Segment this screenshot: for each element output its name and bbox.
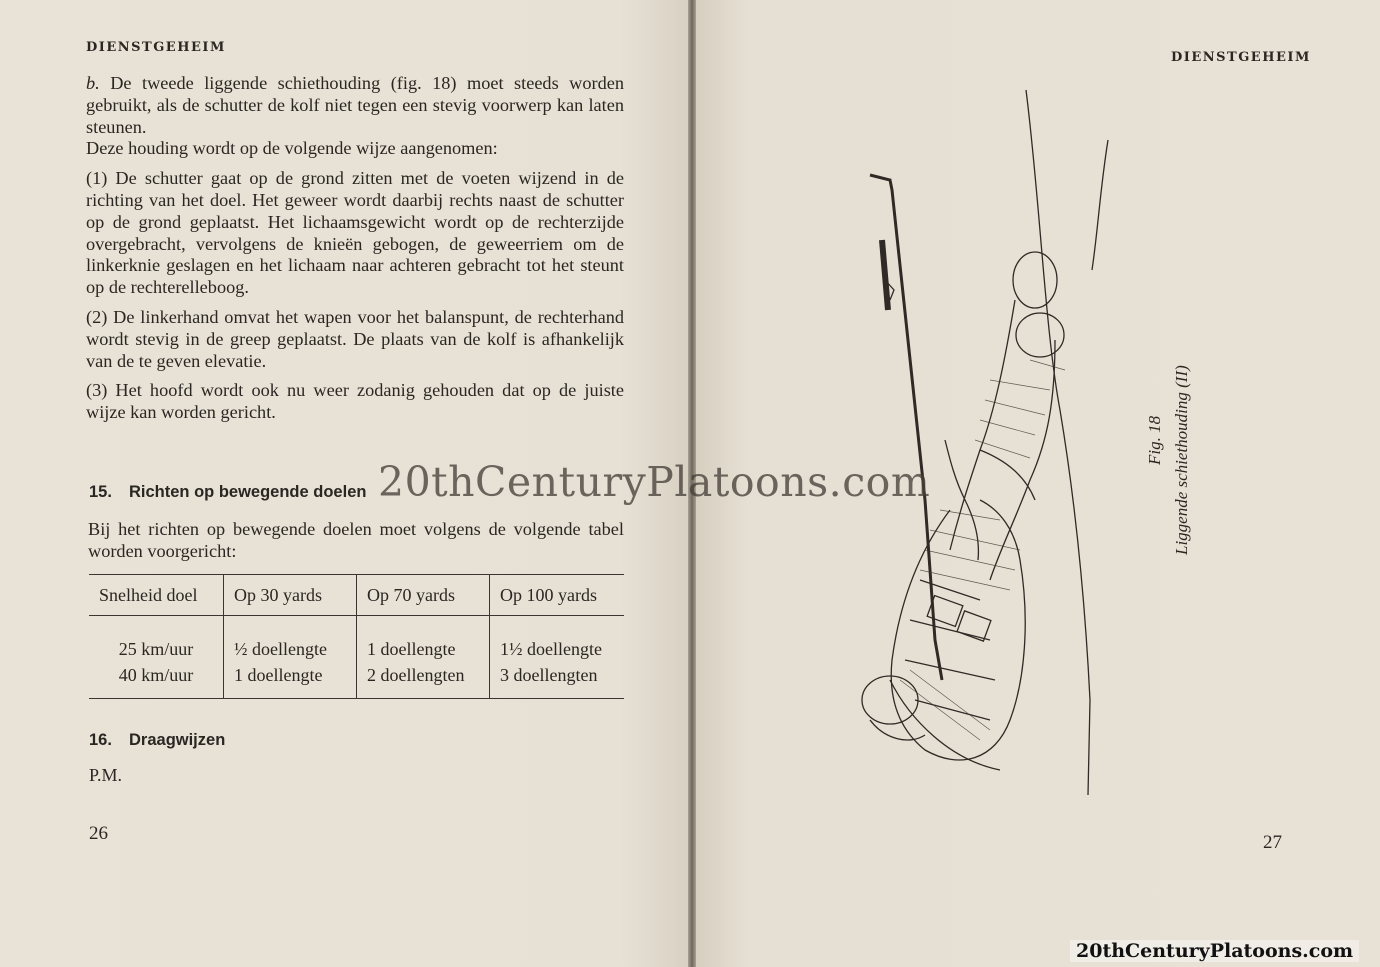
table-header: Op 30 yards — [224, 575, 357, 616]
paragraph-b — [86, 73, 624, 138]
paragraph-intro: Deze houding wordt op de volgende wijze aangenomen: — [86, 138, 498, 159]
paragraph-3: (3) Het hoofd wordt ook nu weer zodanig gehouden dat op de juiste wijze kan worden gericht. — [86, 380, 624, 423]
right-page-number: 27 — [1263, 832, 1282, 853]
table-header: Op 70 yards — [357, 575, 490, 616]
section-15-number: 15. — [89, 483, 112, 501]
table-cell: 3 doellengten — [500, 665, 598, 685]
section-16-title: Draagwijzen — [129, 731, 226, 749]
table-row — [89, 616, 624, 699]
table-cell: 40 km/uur — [118, 665, 194, 685]
table-cell: 2 doellengten — [367, 665, 465, 685]
table-cell-70 — [357, 616, 490, 699]
table-cell-30 — [224, 616, 357, 699]
watermark-corner: 20thCenturyPlatoons.com — [1070, 940, 1359, 962]
table-header: Snelheid doel — [89, 575, 224, 616]
left-body-text — [86, 73, 624, 424]
figure-title: Liggende schiethouding (II) — [1172, 365, 1191, 555]
section-15-title: Richten op bewegende doelen — [129, 483, 367, 501]
soldier-illustration — [830, 80, 1130, 800]
table-cell: ½ doellengte — [234, 639, 327, 659]
paragraph-b-label: b. — [86, 73, 100, 93]
table-cell-speed — [89, 616, 224, 699]
section-15-intro: Bij het richten op bewegende doelen moet volgens de volgende tabel worden voorgericht: — [88, 519, 624, 561]
table-header: Op 100 yards — [490, 575, 625, 616]
table-header-row — [89, 575, 624, 616]
table-cell: 25 km/uur — [118, 639, 194, 659]
watermark-center: 20thCenturyPlatoons.com — [378, 458, 931, 506]
section-15-heading — [89, 483, 366, 502]
speed-table — [89, 574, 624, 699]
figure-caption — [1140, 300, 1200, 560]
table-cell-100 — [490, 616, 625, 699]
paragraph-2: (2) De linkerhand omvat het wapen voor het balanspunt, de rechterhand wordt stevig in de greep geplaatst. De plaats van de kolf is afhankelijk van de te geven elevatie. — [86, 306, 624, 371]
table-cell: 1 doellengte — [367, 639, 456, 659]
section-16-number: 16. — [89, 731, 112, 749]
table-cell: 1½ doellengte — [500, 639, 602, 659]
left-page-number: 26 — [89, 823, 108, 844]
section-16-heading — [89, 731, 225, 750]
section-16-text: P.M. — [89, 765, 123, 785]
table-cell: 1 doellengte — [234, 665, 323, 685]
right-header: DIENSTGEHEIM — [1171, 50, 1311, 65]
paragraph-1: (1) De schutter gaat op de grond zitten met de voeten wijzend in de richting van het doel. Het geweer wordt daarbij rechts naast de schutter op de grond geplaatst. Het lichaamsgewicht wordt op de rechterzijde overgebracht, vervolgens de knieën gebogen, de geweerriem om de linkerknie geslagen en het lichaam naar achteren gebracht tot het steunt op de rechterelleboog. — [86, 168, 624, 298]
figure-label: Fig. 18 — [1145, 415, 1164, 465]
paragraph-b-text: De tweede liggende schiethouding (fig. 18) moet steeds worden gebruikt, als de schutter de kolf niet tegen een stevig voorwerp kan laten steunen. — [86, 73, 624, 137]
left-header: DIENSTGEHEIM — [86, 40, 226, 55]
